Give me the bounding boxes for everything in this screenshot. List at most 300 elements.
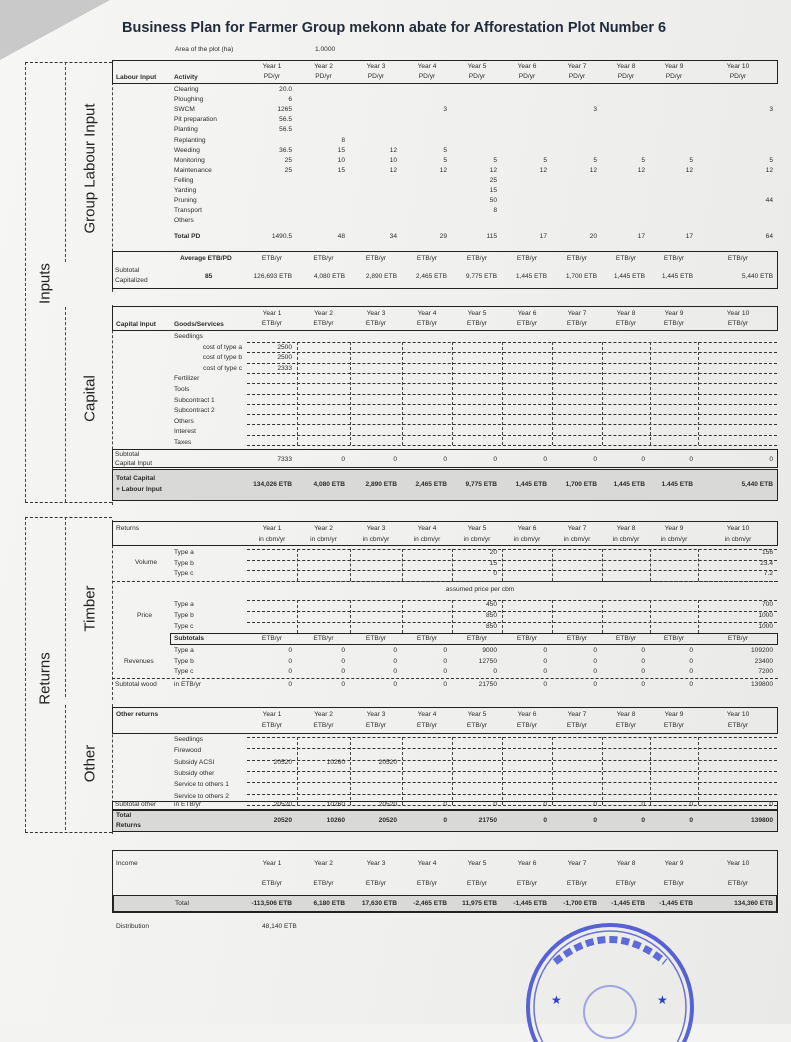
dashed-divider xyxy=(112,678,778,679)
dashed-divider xyxy=(297,549,298,581)
etb-unit: ETB/yr xyxy=(516,635,538,642)
type-label: Type b xyxy=(174,559,194,567)
other-return-value: 20520 xyxy=(273,758,292,766)
subtotal-wood-value: 0 xyxy=(641,681,645,688)
revenue-value: 0 xyxy=(443,668,447,675)
income-total-value: 11,975 ETB xyxy=(462,900,497,907)
returns-label: Returns xyxy=(116,822,141,829)
subtotal-wood-value: 0 xyxy=(393,681,397,688)
labour-value: 12 xyxy=(489,166,497,174)
labour-value: 10 xyxy=(389,156,397,164)
labour-header-year: Year 10 xyxy=(726,63,750,70)
capital-value: 2500 xyxy=(277,343,292,351)
subtotal-capital-value: 0 xyxy=(593,456,597,463)
income-total-value: -1,445 ETB xyxy=(513,900,547,907)
activity-label: Others xyxy=(174,217,194,225)
activity-label: Monitoring xyxy=(174,156,205,164)
activity-label: Maintenance xyxy=(174,166,212,174)
dashed-divider xyxy=(698,342,699,445)
subtotal-capital-value: 0 xyxy=(689,456,693,463)
total-capital-value: 2,890 ETB xyxy=(365,481,397,488)
volume-value: 0 xyxy=(493,570,497,577)
timber-header-unit: in cbm/yr xyxy=(563,536,591,543)
subtotal-capital-label: Capital Input xyxy=(115,460,153,467)
labour-value: 5 xyxy=(443,146,447,154)
subtotal-capitalized-value: 1,445 ETB xyxy=(613,273,645,280)
dashed-divider xyxy=(502,737,503,805)
dashed-divider xyxy=(65,62,66,262)
type-label: Type a xyxy=(174,601,194,608)
subtotal-label: Subtotal xyxy=(115,267,140,274)
capital-header-unit: ETB/yr xyxy=(516,320,538,327)
dashed-divider xyxy=(402,600,403,633)
subtotal-other-unit: in ETB/yr xyxy=(174,801,202,808)
labour-header-unit: PD/yr xyxy=(418,73,436,80)
etb-unit: ETB/yr xyxy=(365,635,387,642)
type-label: Type a xyxy=(174,549,194,556)
capital-header-year: Year 1 xyxy=(262,310,282,317)
capital-header-unit: ETB/yr xyxy=(566,320,588,327)
area-label: Area of the plot (ha) xyxy=(175,46,234,53)
capital-header-year: Year 9 xyxy=(664,310,684,317)
distribution-value: 48,140 ETB xyxy=(262,923,297,930)
capital-input-header: Capital Input xyxy=(116,321,156,328)
revenue-value: 0 xyxy=(393,657,397,665)
goods-label: Fertilizer xyxy=(174,375,200,383)
price-value: 1000 xyxy=(758,612,773,619)
other-return-label: Service to others 1 xyxy=(174,781,229,789)
dashed-divider xyxy=(502,549,503,581)
total-returns-value: 139800 xyxy=(750,817,773,824)
activity-label: Felling xyxy=(174,176,194,184)
other-header-year: Year 10 xyxy=(726,711,750,718)
labour-value: 44 xyxy=(765,197,773,205)
price-label: Price xyxy=(137,612,153,619)
total-capital-value: 1,700 ETB xyxy=(565,481,597,488)
goods-label: Taxes xyxy=(174,439,192,446)
dashed-divider xyxy=(452,737,453,805)
labour-value: 5 xyxy=(543,156,547,164)
income-total-value: -1,445 ETB xyxy=(659,900,693,907)
dashed-divider xyxy=(552,549,553,581)
labour-input-label: + Labour Input xyxy=(116,486,162,493)
total-returns-value: 10260 xyxy=(326,817,345,824)
revenue-value: 12750 xyxy=(478,657,497,665)
dashed-divider xyxy=(502,600,503,633)
labour-header-year: Year 9 xyxy=(664,63,684,70)
labour-value: 12 xyxy=(637,166,645,174)
revenue-value: 0 xyxy=(393,668,397,675)
dashed-divider xyxy=(65,517,66,697)
cost-label: cost of type a xyxy=(202,343,242,351)
price-value: 850 xyxy=(485,623,497,630)
subtotal-wood-value: 0 xyxy=(443,681,447,688)
labour-value: 5 xyxy=(641,156,645,164)
income-year: Year 2 xyxy=(314,860,333,867)
subtotal-other-value: 0 xyxy=(543,801,547,808)
total-capital-value: 2,465 ETB xyxy=(415,481,447,488)
labour-value: 15 xyxy=(489,187,497,194)
labour-header-year: Year 8 xyxy=(616,63,636,70)
dashed-divider xyxy=(602,737,603,805)
revenues-label: Revenues xyxy=(124,658,154,665)
labour-value: 12 xyxy=(389,166,397,174)
dashed-divider xyxy=(297,600,298,633)
revenue-value: 0 xyxy=(593,668,597,675)
total-pd-value: 17 xyxy=(685,233,693,240)
dashed-divider xyxy=(65,705,66,830)
income-total-value: 134,360 ETB xyxy=(734,900,773,907)
other-return-label: Seedlings xyxy=(174,736,203,743)
dashed-divider xyxy=(698,737,699,805)
etb-unit: ETB/yr xyxy=(365,255,387,262)
other-header-year: Year 7 xyxy=(567,711,587,718)
income-unit: ETB/yr xyxy=(416,880,438,887)
dashed-divider xyxy=(650,600,651,633)
revenue-value: 0 xyxy=(493,668,497,675)
other-return-label: Subsidy other xyxy=(174,769,215,777)
total-returns-value: 20520 xyxy=(378,817,397,824)
subtotal-wood-value: 21750 xyxy=(478,681,497,688)
revenue-value: 0 xyxy=(689,668,693,675)
revenue-value: 0 xyxy=(341,668,345,675)
dashed-divider xyxy=(247,445,777,446)
dashed-divider xyxy=(650,549,651,581)
section-label-inputs: Inputs xyxy=(36,263,54,304)
page-title: Business Plan for Farmer Group mekonn abate for Afforestation Plot Number 6 xyxy=(122,20,667,36)
labour-value: 15 xyxy=(337,166,345,174)
dashed-divider xyxy=(552,737,553,805)
labour-value: 12 xyxy=(539,166,547,174)
labour-value: 12 xyxy=(439,166,447,174)
dashed-divider xyxy=(25,62,112,63)
volume-value: 20 xyxy=(489,549,497,556)
income-year: Year 9 xyxy=(664,860,684,867)
svg-text:★: ★ xyxy=(657,993,668,1007)
total-capital-value: 5,440 ETB xyxy=(741,481,773,488)
labour-value: 12 xyxy=(685,166,693,174)
income-total-value: -2,465 ETB xyxy=(413,900,447,907)
activity-label: Weeding xyxy=(174,146,200,154)
subtotal-capitalized-value: 1,445 ETB xyxy=(515,273,547,280)
labour-value: 15 xyxy=(337,146,345,154)
total-returns-value: 21750 xyxy=(478,817,497,824)
income-year: Year 3 xyxy=(366,860,386,867)
subtotal-capital-value: 0 xyxy=(641,456,645,463)
other-header-unit: ETB/yr xyxy=(416,722,438,729)
subtotal-other-value: 20520 xyxy=(273,801,292,808)
labour-value: 50 xyxy=(489,197,497,205)
revenue-value: 0 xyxy=(641,657,645,665)
goods-label: Seedlings xyxy=(174,333,203,340)
total-capital-value: 1.445 ETB xyxy=(661,481,693,488)
other-header-unit: ETB/yr xyxy=(466,722,488,729)
labour-value: 3 xyxy=(443,106,447,114)
total-capital-value: 1,445 ETB xyxy=(613,481,645,488)
other-header-year: Year 3 xyxy=(366,711,386,718)
capital-header-unit: ETB/yr xyxy=(261,320,283,327)
income-unit: ETB/yr xyxy=(566,880,588,887)
dashed-divider xyxy=(650,342,651,445)
volume-value: 15 xyxy=(489,559,497,567)
capital-header-unit: ETB/yr xyxy=(365,320,387,327)
type-label: Type b xyxy=(174,657,194,665)
dashed-divider xyxy=(602,549,603,581)
revenue-value: 0 xyxy=(341,657,345,665)
total-pd-value: 34 xyxy=(389,233,397,240)
dashed-divider xyxy=(552,342,553,445)
total-pd-value: 1490.5 xyxy=(271,233,292,240)
total-returns-value: 20520 xyxy=(273,817,292,824)
labour-value: 5 xyxy=(443,156,447,164)
revenue-value: 0 xyxy=(543,668,547,675)
subtotal-wood-value: 0 xyxy=(689,681,693,688)
revenue-value: 9000 xyxy=(482,647,497,654)
subtotal-capitalized-value: 2,890 ETB xyxy=(365,273,397,280)
dashed-divider xyxy=(112,581,778,582)
other-header-year: Year 1 xyxy=(262,711,282,718)
labour-header-unit: PD/yr xyxy=(617,73,635,80)
total-capital-label: Total Capital xyxy=(116,475,156,482)
total-pd-value: 64 xyxy=(765,233,773,240)
capital-header-unit: ETB/yr xyxy=(615,320,637,327)
activity-label: Yarding xyxy=(174,187,197,194)
total-capital-value: 9,775 ETB xyxy=(465,481,497,488)
revenue-value: 7200 xyxy=(758,668,773,675)
subtotal-capitalized-value: 1,445 ETB xyxy=(661,273,693,280)
income-year: Year 5 xyxy=(467,860,487,867)
type-label: Type a xyxy=(174,647,194,654)
etb-unit: ETB/yr xyxy=(663,255,685,262)
timber-header-unit: in cbm/yr xyxy=(513,536,541,543)
etb-unit: ETB/yr xyxy=(313,255,334,262)
price-value: 1000 xyxy=(758,623,773,630)
labour-value: 56.5 xyxy=(279,116,292,124)
labour-header-year: Year 7 xyxy=(567,63,587,70)
labour-header-year: Year 4 xyxy=(417,63,437,70)
type-label: Type c xyxy=(174,623,194,630)
other-header-unit: ETB/yr xyxy=(313,722,334,729)
volume-value: 156 xyxy=(761,549,773,556)
timber-header-unit: in cbm/yr xyxy=(724,536,752,543)
other-header-unit: ETB/yr xyxy=(516,722,538,729)
subtotal-capital-value: 0 xyxy=(543,456,547,463)
subtotals-label: Subtotals xyxy=(174,635,205,642)
subtotal-wood-label: Subtotal wood xyxy=(115,681,157,688)
dashed-divider xyxy=(112,520,113,700)
subtotal-capitalized-value: 2,465 ETB xyxy=(415,273,447,280)
subtotal-capitalized-value: 1,700 ETB xyxy=(565,273,597,280)
revenue-value: 0 xyxy=(593,647,597,654)
other-header-unit: ETB/yr xyxy=(261,722,283,729)
section-label-other: Other xyxy=(81,744,99,783)
labour-value: 20.0 xyxy=(279,86,292,93)
labour-value: 36.5 xyxy=(279,146,292,154)
other-header-unit: ETB/yr xyxy=(566,722,588,729)
volume-value: 7.2 xyxy=(763,570,773,577)
other-header-year: Year 6 xyxy=(517,711,537,718)
capital-value: 2333 xyxy=(277,364,292,372)
revenue-value: 0 xyxy=(689,657,693,665)
avg-etb-label: Average ETB/PD xyxy=(180,255,232,262)
timber-header-unit: in cbm/yr xyxy=(660,536,688,543)
subtotal-other-value: 0 xyxy=(443,801,447,808)
total-capital-value: 134,026 ETB xyxy=(253,481,292,488)
total-pd-value: 29 xyxy=(439,233,447,240)
dashed-divider xyxy=(350,342,351,445)
price-value: 450 xyxy=(485,601,497,608)
capital-header-year: Year 7 xyxy=(567,310,587,317)
etb-unit: ETB/yr xyxy=(663,635,685,642)
subtotal-other-value: 0 xyxy=(641,801,645,808)
labour-value: 12 xyxy=(589,166,597,174)
labour-header-unit: PD/yr xyxy=(263,73,281,80)
labour-header-year: Year 3 xyxy=(366,63,386,70)
total-pd-value: 20 xyxy=(589,233,597,240)
income-year: Year 4 xyxy=(417,860,437,867)
capital-header-year: Year 4 xyxy=(417,310,437,317)
type-label: Type b xyxy=(174,612,194,619)
other-header-year: Year 4 xyxy=(417,711,437,718)
revenue-value: 0 xyxy=(443,647,447,654)
subtotal-capitalized-value: 126,693 ETB xyxy=(253,273,292,280)
total-returns-value: 0 xyxy=(641,817,645,824)
cost-label: cost of type b xyxy=(202,354,242,362)
etb-unit: ETB/yr xyxy=(615,255,637,262)
revenue-value: 0 xyxy=(443,657,447,665)
labour-value: 10 xyxy=(337,156,345,164)
income-year: Year 6 xyxy=(517,860,537,867)
subtotal-capitalized-value: 9,775 ETB xyxy=(465,273,497,280)
revenue-value: 0 xyxy=(543,657,547,665)
etb-unit: ETB/yr xyxy=(566,255,588,262)
dashed-divider xyxy=(65,307,66,502)
subtotal-wood-value: 0 xyxy=(543,681,547,688)
timber-header-unit: in cbm/yr xyxy=(258,536,286,543)
returns-header: Returns xyxy=(116,525,140,532)
section-label-timber: Timber xyxy=(81,585,99,632)
timber-header-year: Year 2 xyxy=(314,525,333,532)
income-year: Year 8 xyxy=(616,860,636,867)
income-total-value: -1,700 ETB xyxy=(563,900,597,907)
labour-header-unit: PD/yr xyxy=(568,73,586,80)
income-header: Income xyxy=(116,860,138,867)
area-value: 1.0000 xyxy=(315,46,336,53)
dashed-divider xyxy=(350,549,351,581)
subtotal-capital-value: 0 xyxy=(769,456,773,463)
capital-value: 2500 xyxy=(277,354,292,362)
subtotal-wood-value: 0 xyxy=(593,681,597,688)
income-total-value: -113,506 ETB xyxy=(251,900,292,907)
total-pd-value: 17 xyxy=(539,233,547,240)
subtotal-other-value: 10260 xyxy=(326,801,345,808)
capital-header-year: Year 3 xyxy=(366,310,386,317)
income-unit: ETB/yr xyxy=(365,880,387,887)
activity-label: Ploughing xyxy=(174,96,204,104)
total-pd-value: 17 xyxy=(637,233,645,240)
labour-header-unit: PD/yr xyxy=(665,73,683,80)
goods-label: Tools xyxy=(174,386,190,393)
capital-header-unit: ETB/yr xyxy=(727,320,749,327)
labour-header-unit: PD/yr xyxy=(518,73,536,80)
subtotal-wood-value: 0 xyxy=(341,681,345,688)
official-stamp xyxy=(525,912,695,1042)
other-header-year: Year 8 xyxy=(616,711,636,718)
assumed-price-note: assumed price per cbm xyxy=(445,586,515,593)
svg-text:★: ★ xyxy=(551,993,562,1007)
subtotal-wood-unit: in ETB/yr xyxy=(174,681,202,688)
section-label-labour: Group Labour Input xyxy=(81,103,99,234)
labour-header-unit: PD/yr xyxy=(315,73,332,80)
goods-header: Goods/Services xyxy=(174,321,224,328)
total-capital-value: 1,445 ETB xyxy=(515,481,547,488)
income-year: Year 10 xyxy=(726,860,750,867)
labour-value: 5 xyxy=(593,156,597,164)
total-returns-label: Total xyxy=(116,812,132,819)
dashed-divider xyxy=(602,342,603,445)
labour-value: 8 xyxy=(341,136,345,144)
revenue-value: 0 xyxy=(288,668,292,675)
income-year: Year 1 xyxy=(262,860,282,867)
other-header-year: Year 5 xyxy=(467,711,487,718)
income-unit: ETB/yr xyxy=(615,880,637,887)
labour-header-unit: PD/yr xyxy=(729,73,747,80)
labour-header-year: Year 1 xyxy=(262,63,282,70)
labour-value: 5 xyxy=(493,156,497,164)
price-value: 850 xyxy=(485,612,497,619)
total-returns-value: 0 xyxy=(543,817,547,824)
revenue-value: 0 xyxy=(288,657,292,665)
revenue-value: 0 xyxy=(641,668,645,675)
dashed-divider xyxy=(650,737,651,805)
other-returns-header: Other returns xyxy=(116,711,159,718)
dashed-divider xyxy=(297,737,298,805)
labour-header-year: Year 2 xyxy=(314,63,333,70)
price-value: 700 xyxy=(761,601,773,608)
dashed-divider xyxy=(350,737,351,805)
goods-label: Others xyxy=(174,417,194,425)
labour-value: 5 xyxy=(689,156,693,164)
subtotal-other-value: 0 xyxy=(593,801,597,808)
other-header-unit: ETB/yr xyxy=(663,722,685,729)
etb-unit: ETB/yr xyxy=(261,635,283,642)
labour-value: 56.5 xyxy=(279,126,292,134)
labour-header-year: Year 6 xyxy=(517,63,537,70)
timber-header-unit: in cbm/yr xyxy=(362,536,390,543)
income-unit: ETB/yr xyxy=(313,880,334,887)
subtotal-capital-value: 0 xyxy=(341,456,345,463)
total-pd-value: 48 xyxy=(337,233,345,240)
dashed-divider xyxy=(502,342,503,445)
labour-value: 5 xyxy=(769,156,773,164)
dashed-divider xyxy=(602,600,603,633)
etb-unit: ETB/yr xyxy=(466,255,488,262)
income-total-value: 17,630 ETB xyxy=(361,900,397,907)
revenue-value: 0 xyxy=(641,647,645,654)
income-total-value: 6,180 ETB xyxy=(313,900,345,907)
timber-header-year: Year 3 xyxy=(366,525,386,532)
subtotal-label: Subtotal xyxy=(115,451,140,458)
other-header-year: Year 9 xyxy=(664,711,684,718)
other-return-label: Firewood xyxy=(174,747,202,755)
subtotal-wood-value: 139800 xyxy=(750,681,773,688)
subtotal-capital-value: 0 xyxy=(393,456,397,463)
income-total-label: Total xyxy=(175,900,189,907)
other-header-unit: ETB/yr xyxy=(727,722,749,729)
activity-label: Pit preparation xyxy=(174,116,217,124)
total-pd-value: 115 xyxy=(486,233,497,240)
labour-value: 25 xyxy=(489,176,497,184)
